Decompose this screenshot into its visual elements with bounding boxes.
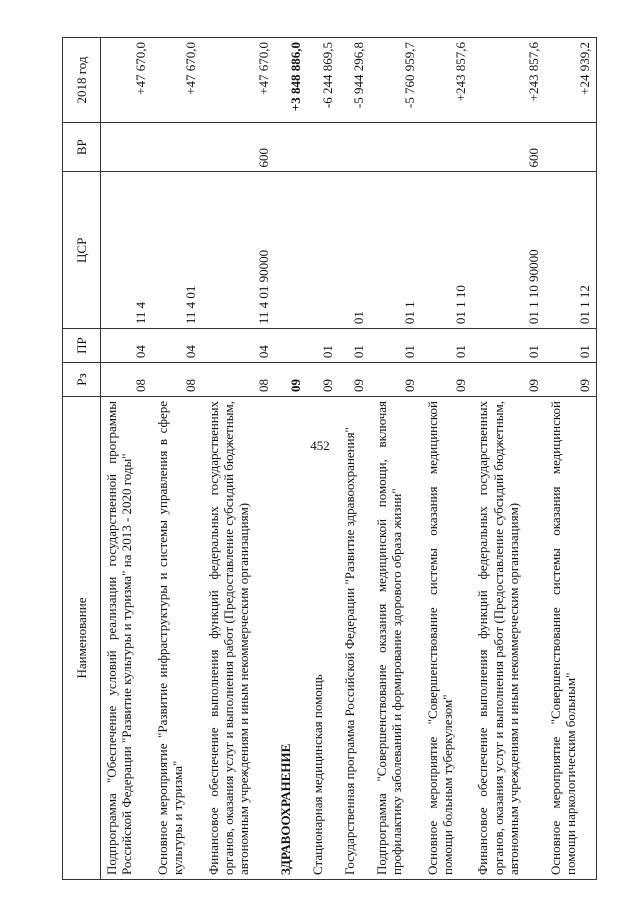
cell-pr: 04: [152, 329, 203, 363]
cell-vr: [339, 122, 371, 172]
column-header-csr: ЦСР: [63, 172, 101, 329]
cell-vr: [101, 122, 152, 172]
table-header-row: [63, 38, 101, 880]
cell-name: Основное мероприятие "Совершенствование системы оказания медицинской помощи больным туберкулезом": [422, 397, 473, 880]
cell-pr: [275, 329, 307, 363]
cell-amount: -6 244 869,5: [307, 38, 339, 123]
cell-csr: [275, 172, 307, 329]
table-row: [472, 38, 545, 880]
cell-name: Подпрограмма "Обеспечение условий реализации государственной программы Российской Федерации "Развитие культуры и туризма" на 2013 - 2020 годы": [101, 397, 152, 880]
cell-name: Стационарная медицинская помощь: [307, 397, 339, 880]
table-row: [275, 38, 307, 880]
cell-rz: 09: [545, 363, 597, 397]
cell-name: Финансовое обеспечение выполнения функций федеральных государственных органов, оказания услуг и выполнения работ (Предоставление субсидий бюджетным, автономным учреждениям и иным некоммерческим организациям): [203, 397, 276, 880]
cell-name: Подпрограмма "Совершенствование оказания медицинской помощи, включая профилактику заболеваний и формирование здорового образа жизни": [371, 397, 422, 880]
table-row: [545, 38, 597, 880]
cell-name: Основное мероприятие "Совершенствование системы оказания медицинской помощи наркологическим больным": [545, 397, 597, 880]
column-header-rz: Рз: [63, 363, 101, 397]
cell-rz: 08: [203, 363, 276, 397]
page-number: 452: [310, 438, 330, 453]
cell-amount: +47 670,0: [101, 38, 152, 123]
cell-csr: 01 1 12: [545, 172, 597, 329]
budget-table-rotated: [62, 37, 597, 880]
cell-csr: 11 4: [101, 172, 152, 329]
cell-rz: 09: [371, 363, 422, 397]
cell-amount: +47 670,0: [152, 38, 203, 123]
table-row: [101, 38, 152, 880]
cell-rz: 09: [307, 363, 339, 397]
cell-csr: 01 1 10: [422, 172, 473, 329]
column-header-vr: ВР: [63, 122, 101, 172]
cell-vr: 600: [472, 122, 545, 172]
column-header-pr: ПР: [63, 329, 101, 363]
cell-pr: 01: [472, 329, 545, 363]
cell-pr: 04: [203, 329, 276, 363]
cell-csr: 11 4 01 90000: [203, 172, 276, 329]
cell-vr: [152, 122, 203, 172]
table-row: [152, 38, 203, 880]
cell-pr: 01: [371, 329, 422, 363]
cell-vr: [422, 122, 473, 172]
cell-rz: 09: [472, 363, 545, 397]
cell-vr: [307, 122, 339, 172]
cell-amount: +47 670,0: [203, 38, 276, 123]
cell-csr: 01: [339, 172, 371, 329]
budget-table: [62, 37, 597, 880]
cell-amount: +243 857,6: [472, 38, 545, 123]
cell-pr: 01: [339, 329, 371, 363]
cell-amount: +243 857,6: [422, 38, 473, 123]
cell-vr: [371, 122, 422, 172]
cell-rz: 08: [101, 363, 152, 397]
column-header-amount: 2018 год: [63, 38, 101, 123]
table-row: [307, 38, 339, 880]
cell-name: Финансовое обеспечение выполнения функций федеральных государственных органов, оказания услуг и выполнения работ (Предоставление субсидий бюджетным, автономным учреждениям и иным некоммерческим организациям): [472, 397, 545, 880]
table-row: [203, 38, 276, 880]
cell-name: Государственная программа Российской Федерации "Развитие здравоохранения": [339, 397, 371, 880]
cell-csr: 01 1: [371, 172, 422, 329]
cell-csr: 11 4 01: [152, 172, 203, 329]
cell-amount: +3 848 886,0: [275, 38, 307, 123]
cell-amount: +24 939,2: [545, 38, 597, 123]
table-row: [422, 38, 473, 880]
table-body: [101, 38, 597, 880]
cell-rz: 09: [275, 363, 307, 397]
cell-vr: 600: [203, 122, 276, 172]
cell-pr: 04: [101, 329, 152, 363]
cell-pr: 01: [545, 329, 597, 363]
cell-rz: 09: [422, 363, 473, 397]
cell-name: ЗДРАВООХРАНЕНИЕ: [275, 397, 307, 880]
cell-pr: 01: [307, 329, 339, 363]
cell-name: Основное мероприятие "Развитие инфраструктуры и системы управления в сфере культуры и туризма": [152, 397, 203, 880]
cell-vr: [545, 122, 597, 172]
cell-pr: 01: [422, 329, 473, 363]
cell-amount: -5 944 296,8: [339, 38, 371, 123]
cell-rz: 09: [339, 363, 371, 397]
cell-amount: -5 760 959,7: [371, 38, 422, 123]
cell-vr: [275, 122, 307, 172]
table-row: [339, 38, 371, 880]
cell-csr: 01 1 10 90000: [472, 172, 545, 329]
cell-csr: [307, 172, 339, 329]
column-header-name: Наименование: [63, 397, 101, 880]
table-row: [371, 38, 422, 880]
cell-rz: 08: [152, 363, 203, 397]
